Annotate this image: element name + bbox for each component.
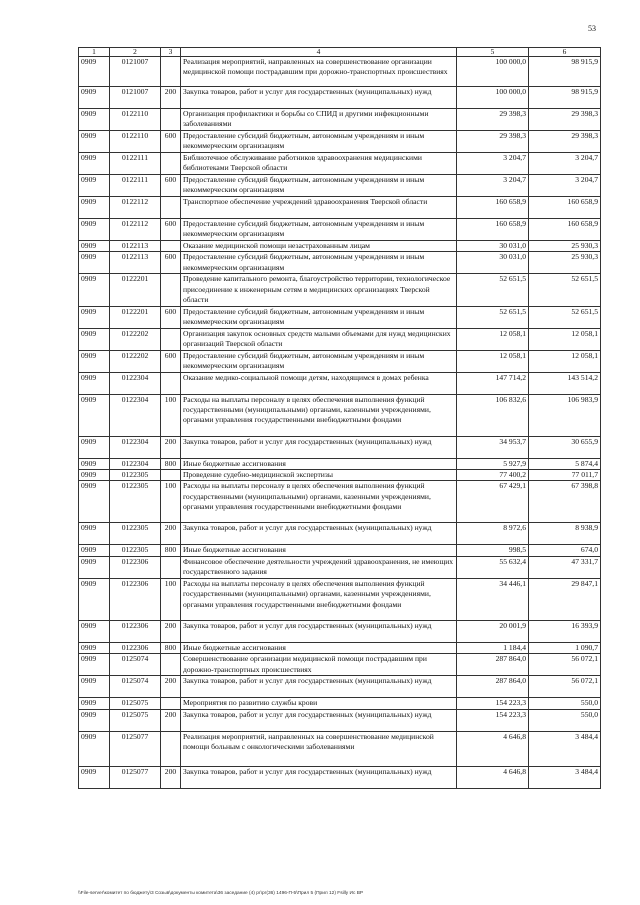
target-code-cell: 0122304 (110, 394, 161, 436)
target-code-cell: 0122110 (110, 131, 161, 153)
target-code-cell: 0122304 (110, 372, 161, 394)
expense-type-cell (161, 109, 181, 131)
section-cell: 0909 (79, 175, 110, 197)
planned-amount-cell: 1 184,4 (457, 642, 529, 653)
section-cell: 0909 (79, 87, 110, 109)
table-row (79, 642, 601, 653)
actual-amount-cell: 25 930,3 (529, 241, 601, 252)
target-code-cell: 0122111 (110, 153, 161, 175)
actual-amount-cell: 160 658,9 (529, 197, 601, 219)
table-row (79, 481, 601, 523)
table-row (79, 87, 601, 109)
section-cell: 0909 (79, 676, 110, 698)
section-cell: 0909 (79, 556, 110, 578)
item-name-cell: Реализация мероприятий, направленных на совершенствование медицинской помощи больным с онкологическими заболеваниями (181, 731, 457, 766)
target-code-cell: 0122113 (110, 241, 161, 252)
target-code-cell: 0122112 (110, 197, 161, 219)
target-code-cell: 0122113 (110, 252, 161, 274)
item-name-cell: Предоставление субсидий бюджетным, автономным учреждениям и иным некоммерческим организациям (181, 175, 457, 197)
expense-type-cell: 200 (161, 709, 181, 731)
actual-amount-cell: 674,0 (529, 545, 601, 556)
table-row (79, 654, 601, 676)
section-cell: 0909 (79, 436, 110, 458)
target-code-cell: 0122305 (110, 523, 161, 545)
section-cell: 0909 (79, 698, 110, 709)
expense-type-cell: 100 (161, 394, 181, 436)
item-name-cell: Иные бюджетные ассигнования (181, 545, 457, 556)
actual-amount-cell: 12 058,1 (529, 350, 601, 372)
planned-amount-cell: 12 058,1 (457, 350, 529, 372)
item-name-cell: Закупка товаров, работ и услуг для государственных (муниципальных) нужд (181, 766, 457, 788)
table-row (79, 109, 601, 131)
table-row (79, 328, 601, 350)
item-name-cell: Транспортное обеспечение учреждений здравоохранения Тверской области (181, 197, 457, 219)
section-cell: 0909 (79, 620, 110, 642)
actual-amount-cell: 52 651,5 (529, 274, 601, 306)
expense-type-cell: 600 (161, 219, 181, 241)
actual-amount-cell: 56 072,1 (529, 654, 601, 676)
actual-amount-cell: 106 983,9 (529, 394, 601, 436)
planned-amount-cell: 34 953,7 (457, 436, 529, 458)
target-code-cell: 0121007 (110, 57, 161, 87)
section-cell: 0909 (79, 709, 110, 731)
actual-amount-cell: 29 398,3 (529, 109, 601, 131)
actual-amount-cell: 3 484,4 (529, 766, 601, 788)
column-header-4: 4 (181, 48, 457, 57)
planned-amount-cell: 100 000,0 (457, 87, 529, 109)
target-code-cell: 0122306 (110, 578, 161, 620)
section-cell: 0909 (79, 654, 110, 676)
expense-type-cell (161, 241, 181, 252)
item-name-cell: Иные бюджетные ассигнования (181, 642, 457, 653)
section-cell: 0909 (79, 523, 110, 545)
item-name-cell: Закупка товаров, работ и услуг для государственных (муниципальных) нужд (181, 523, 457, 545)
expense-type-cell: 200 (161, 436, 181, 458)
planned-amount-cell: 67 429,1 (457, 481, 529, 523)
table-row (79, 709, 601, 731)
planned-amount-cell: 4 646,8 (457, 731, 529, 766)
expense-type-cell: 200 (161, 523, 181, 545)
planned-amount-cell: 30 031,0 (457, 241, 529, 252)
item-name-cell: Предоставление субсидий бюджетным, автономным учреждениям и иным некоммерческим организациям (181, 306, 457, 328)
table-row (79, 57, 601, 87)
actual-amount-cell: 550,0 (529, 709, 601, 731)
table-row (79, 436, 601, 458)
actual-amount-cell: 12 058,1 (529, 328, 601, 350)
section-cell: 0909 (79, 470, 110, 481)
section-cell: 0909 (79, 481, 110, 523)
item-name-cell: Закупка товаров, работ и услуг для государственных (муниципальных) нужд (181, 87, 457, 109)
item-name-cell: Расходы на выплаты персоналу в целях обеспечения выполнения функций государственными (муниципальными) органами, казенными учреждениями, органами управления государственными внебюджетными фондами (181, 578, 457, 620)
item-name-cell: Реализация мероприятий, направленных на совершенствование организации медицинской помощи пострадавшим при дорожно-транспортных происшествиях (181, 57, 457, 87)
section-cell: 0909 (79, 153, 110, 175)
expense-type-cell: 100 (161, 578, 181, 620)
actual-amount-cell: 56 072,1 (529, 676, 601, 698)
item-name-cell: Иные бюджетные ассигнования (181, 458, 457, 469)
actual-amount-cell: 52 651,5 (529, 306, 601, 328)
actual-amount-cell: 143 514,2 (529, 372, 601, 394)
table-row (79, 197, 601, 219)
table-row (79, 523, 601, 545)
expense-type-cell (161, 153, 181, 175)
actual-amount-cell: 16 393,9 (529, 620, 601, 642)
table-row (79, 274, 601, 306)
expense-type-cell (161, 57, 181, 87)
section-cell: 0909 (79, 109, 110, 131)
planned-amount-cell: 5 927,9 (457, 458, 529, 469)
target-code-cell: 0122305 (110, 470, 161, 481)
planned-amount-cell: 160 658,9 (457, 197, 529, 219)
section-cell: 0909 (79, 57, 110, 87)
planned-amount-cell: 55 632,4 (457, 556, 529, 578)
table-body (79, 57, 601, 789)
section-cell: 0909 (79, 458, 110, 469)
table-row (79, 578, 601, 620)
table-row (79, 241, 601, 252)
target-code-cell: 0125077 (110, 766, 161, 788)
planned-amount-cell: 52 651,5 (457, 274, 529, 306)
item-name-cell: Проведение судебно-медицинской экспертизы (181, 470, 457, 481)
planned-amount-cell: 998,5 (457, 545, 529, 556)
budget-table (78, 47, 601, 789)
table-row (79, 766, 601, 788)
actual-amount-cell: 3 204,7 (529, 153, 601, 175)
table-row (79, 676, 601, 698)
column-header-2: 2 (110, 48, 161, 57)
target-code-cell: 0121007 (110, 87, 161, 109)
expense-type-cell: 600 (161, 252, 181, 274)
actual-amount-cell: 29 847,1 (529, 578, 601, 620)
section-cell: 0909 (79, 642, 110, 653)
item-name-cell: Проведение капитального ремонта, благоустройство территории, технологическое присоединение к инженерным сетям в медицинских организациях Тверской области (181, 274, 457, 306)
section-cell: 0909 (79, 394, 110, 436)
planned-amount-cell: 100 000,0 (457, 57, 529, 87)
planned-amount-cell: 287 864,0 (457, 654, 529, 676)
actual-amount-cell: 8 938,9 (529, 523, 601, 545)
table-row (79, 458, 601, 469)
item-name-cell: Закупка товаров, работ и услуг для государственных (муниципальных) нужд (181, 436, 457, 458)
table-row (79, 620, 601, 642)
target-code-cell: 0122202 (110, 350, 161, 372)
planned-amount-cell: 29 398,3 (457, 109, 529, 131)
item-name-cell: Оказание медицинской помощи незастрахованным лицам (181, 241, 457, 252)
expense-type-cell (161, 197, 181, 219)
item-name-cell: Предоставление субсидий бюджетным, автономным учреждениям и иным некоммерческим организациям (181, 219, 457, 241)
planned-amount-cell: 147 714,2 (457, 372, 529, 394)
item-name-cell: Предоставление субсидий бюджетным, автономным учреждениям и иным некоммерческим организациям (181, 252, 457, 274)
actual-amount-cell: 3 484,4 (529, 731, 601, 766)
section-cell: 0909 (79, 350, 110, 372)
expense-type-cell (161, 328, 181, 350)
planned-amount-cell: 52 651,5 (457, 306, 529, 328)
item-name-cell: Организация профилактики и борьбы со СПИД и другими инфекционными заболеваниями (181, 109, 457, 131)
expense-type-cell: 200 (161, 620, 181, 642)
item-name-cell: Предоставление субсидий бюджетным, автономным учреждениям и иным некоммерческим организациям (181, 350, 457, 372)
actual-amount-cell: 25 930,3 (529, 252, 601, 274)
actual-amount-cell: 98 915,9 (529, 87, 601, 109)
section-cell: 0909 (79, 545, 110, 556)
planned-amount-cell: 20 001,9 (457, 620, 529, 642)
section-cell: 0909 (79, 372, 110, 394)
table-row (79, 556, 601, 578)
section-cell: 0909 (79, 274, 110, 306)
target-code-cell: 0125074 (110, 676, 161, 698)
section-cell: 0909 (79, 306, 110, 328)
expense-type-cell: 600 (161, 175, 181, 197)
section-cell: 0909 (79, 578, 110, 620)
actual-amount-cell: 550,0 (529, 698, 601, 709)
item-name-cell: Расходы на выплаты персоналу в целях обеспечения выполнения функций государственными (муниципальными) органами, казенными учреждениями, органами управления государственными внебюджетными фондами (181, 481, 457, 523)
target-code-cell: 0122306 (110, 642, 161, 653)
expense-type-cell: 600 (161, 306, 181, 328)
table-row (79, 175, 601, 197)
planned-amount-cell: 154 223,3 (457, 698, 529, 709)
target-code-cell: 0125075 (110, 709, 161, 731)
target-code-cell: 0122306 (110, 556, 161, 578)
expense-type-cell: 800 (161, 642, 181, 653)
table-row (79, 545, 601, 556)
actual-amount-cell: 3 204,7 (529, 175, 601, 197)
target-code-cell: 0122201 (110, 274, 161, 306)
actual-amount-cell: 160 658,9 (529, 219, 601, 241)
table-row (79, 153, 601, 175)
item-name-cell: Организация закупок основных средств малыми объемами для нужд медицинских организаций Тверской области (181, 328, 457, 350)
expense-type-cell (161, 274, 181, 306)
table-row (79, 306, 601, 328)
expense-type-cell (161, 698, 181, 709)
column-header-5: 5 (457, 48, 529, 57)
planned-amount-cell: 77 400,2 (457, 470, 529, 481)
table-row (79, 731, 601, 766)
item-name-cell: Расходы на выплаты персоналу в целях обеспечения выполнения функций государственными (муниципальными) органами, казенными учреждениями, органами управления государственными внебюджетными фондами (181, 394, 457, 436)
section-cell: 0909 (79, 731, 110, 766)
table-row (79, 219, 601, 241)
section-cell: 0909 (79, 766, 110, 788)
section-cell: 0909 (79, 252, 110, 274)
actual-amount-cell: 47 331,7 (529, 556, 601, 578)
expense-type-cell (161, 470, 181, 481)
section-cell: 0909 (79, 197, 110, 219)
section-cell: 0909 (79, 219, 110, 241)
planned-amount-cell: 8 972,6 (457, 523, 529, 545)
file-path-footer: \\File-server\комитет по бюджету\3 Созыв\документы комитета\36 заседание (4) рг\рг(36) 1496-П-5\Прил 5 (Прил 12) Fsilly Ис ВР (78, 891, 364, 896)
planned-amount-cell: 3 204,7 (457, 153, 529, 175)
expense-type-cell (161, 556, 181, 578)
actual-amount-cell: 29 398,3 (529, 131, 601, 153)
actual-amount-cell: 30 655,9 (529, 436, 601, 458)
planned-amount-cell: 30 031,0 (457, 252, 529, 274)
item-name-cell: Закупка товаров, работ и услуг для государственных (муниципальных) нужд (181, 709, 457, 731)
target-code-cell: 0125077 (110, 731, 161, 766)
target-code-cell: 0122306 (110, 620, 161, 642)
actual-amount-cell: 5 874,4 (529, 458, 601, 469)
target-code-cell: 0122112 (110, 219, 161, 241)
item-name-cell: Библиотечное обслуживание работников здравоохранения медицинскими библиотеками Тверской области (181, 153, 457, 175)
target-code-cell: 0125074 (110, 654, 161, 676)
column-header-3: 3 (161, 48, 181, 57)
target-code-cell: 0122304 (110, 458, 161, 469)
actual-amount-cell: 77 011,7 (529, 470, 601, 481)
planned-amount-cell: 160 658,9 (457, 219, 529, 241)
expense-type-cell: 200 (161, 87, 181, 109)
expense-type-cell: 800 (161, 458, 181, 469)
target-code-cell: 0125075 (110, 698, 161, 709)
target-code-cell: 0122111 (110, 175, 161, 197)
actual-amount-cell: 98 915,9 (529, 57, 601, 87)
table-row (79, 131, 601, 153)
item-name-cell: Финансовое обеспечение деятельности учреждений здравоохранения, не имеющих государственного задания (181, 556, 457, 578)
column-header-1: 1 (79, 48, 110, 57)
table-header (79, 48, 601, 57)
planned-amount-cell: 3 204,7 (457, 175, 529, 197)
expense-type-cell: 200 (161, 766, 181, 788)
planned-amount-cell: 34 446,1 (457, 578, 529, 620)
expense-type-cell (161, 731, 181, 766)
item-name-cell: Закупка товаров, работ и услуг для государственных (муниципальных) нужд (181, 676, 457, 698)
item-name-cell: Оказание медико-социальной помощи детям, находящимся в домах ребенка (181, 372, 457, 394)
planned-amount-cell: 154 223,3 (457, 709, 529, 731)
section-cell: 0909 (79, 241, 110, 252)
planned-amount-cell: 29 398,3 (457, 131, 529, 153)
planned-amount-cell: 287 864,0 (457, 676, 529, 698)
target-code-cell: 0122201 (110, 306, 161, 328)
target-code-cell: 0122202 (110, 328, 161, 350)
item-name-cell: Мероприятия по развитию службы крови (181, 698, 457, 709)
target-code-cell: 0122305 (110, 545, 161, 556)
planned-amount-cell: 4 646,8 (457, 766, 529, 788)
actual-amount-cell: 67 398,8 (529, 481, 601, 523)
section-cell: 0909 (79, 328, 110, 350)
expense-type-cell: 200 (161, 676, 181, 698)
target-code-cell: 0122305 (110, 481, 161, 523)
expense-type-cell: 100 (161, 481, 181, 523)
actual-amount-cell: 1 090,7 (529, 642, 601, 653)
column-header-6: 6 (529, 48, 601, 57)
table-row (79, 350, 601, 372)
item-name-cell: Предоставление субсидий бюджетным, автономным учреждениям и иным некоммерческим организациям (181, 131, 457, 153)
table-row (79, 394, 601, 436)
expense-type-cell: 800 (161, 545, 181, 556)
table-row (79, 252, 601, 274)
table-row (79, 372, 601, 394)
target-code-cell: 0122110 (110, 109, 161, 131)
expense-type-cell (161, 654, 181, 676)
expense-type-cell: 600 (161, 350, 181, 372)
planned-amount-cell: 106 832,6 (457, 394, 529, 436)
item-name-cell: Совершенствование организации медицинской помощи пострадавшим при дорожно-транспортных происшествиях (181, 654, 457, 676)
item-name-cell: Закупка товаров, работ и услуг для государственных (муниципальных) нужд (181, 620, 457, 642)
expense-type-cell (161, 372, 181, 394)
expense-type-cell: 600 (161, 131, 181, 153)
section-cell: 0909 (79, 131, 110, 153)
planned-amount-cell: 12 058,1 (457, 328, 529, 350)
target-code-cell: 0122304 (110, 436, 161, 458)
table-row (79, 470, 601, 481)
page-number: 53 (588, 24, 596, 33)
table-row (79, 698, 601, 709)
